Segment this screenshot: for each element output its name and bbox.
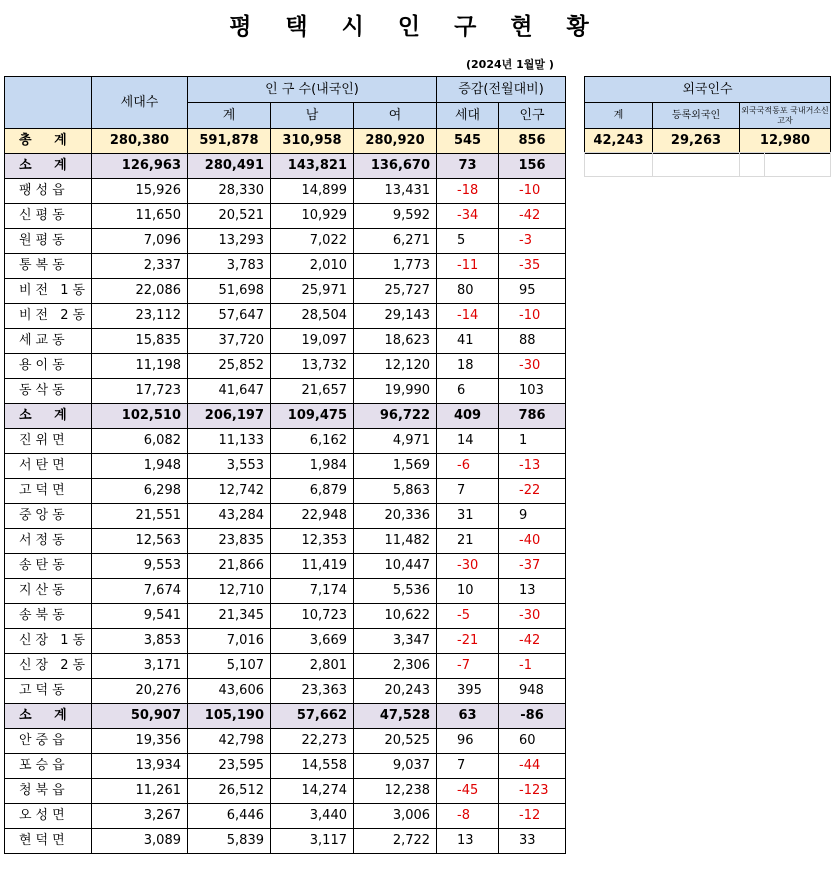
cell-female: 96,722 — [354, 404, 437, 429]
cell-female: 25,727 — [354, 279, 437, 304]
cell-ch-population: 948 — [499, 679, 566, 704]
cell-male: 22,273 — [271, 729, 354, 754]
cell-ch-population: -10 — [499, 179, 566, 204]
table-row — [5, 179, 566, 204]
cell-male: 1,984 — [271, 454, 354, 479]
cell-female: 10,447 — [354, 554, 437, 579]
cell-female: 47,528 — [354, 704, 437, 729]
subtotal-row — [5, 154, 566, 179]
foreign-header-row-1 — [585, 77, 831, 103]
cell-ch-population: 88 — [499, 329, 566, 354]
table-row — [5, 279, 566, 304]
cell-ch-households: 14 — [437, 429, 499, 454]
cell-ch-households: 6 — [437, 379, 499, 404]
cell-female: 3,006 — [354, 804, 437, 829]
cell-ch-population: -1 — [499, 654, 566, 679]
region-name: 포승읍 — [5, 754, 92, 779]
table-row — [5, 629, 566, 654]
cell-ch-population: 9 — [499, 504, 566, 529]
cell-female: 5,863 — [354, 479, 437, 504]
cell-total: 21,866 — [188, 554, 271, 579]
cell-ch-population: -86 — [499, 704, 566, 729]
region-name: 현덕면 — [5, 829, 92, 854]
region-name: 안중읍 — [5, 729, 92, 754]
region-rows — [5, 154, 566, 854]
cell-ch-households: -7 — [437, 654, 499, 679]
empty-cell — [740, 153, 765, 177]
cell-male: 11,419 — [271, 554, 354, 579]
cell-ch-households: 63 — [437, 704, 499, 729]
cell-total: 57,647 — [188, 304, 271, 329]
header-households: 세대수 — [92, 77, 188, 129]
cell-female: 10,622 — [354, 604, 437, 629]
cell-male: 3,440 — [271, 804, 354, 829]
cell-total: 41,647 — [188, 379, 271, 404]
cell-total: 11,133 — [188, 429, 271, 454]
cell-ch-households: -11 — [437, 254, 499, 279]
header-pop-total: 계 — [188, 103, 271, 129]
header-region — [5, 77, 92, 129]
cell-total: 7,016 — [188, 629, 271, 654]
foreign-empty-grid — [584, 152, 831, 177]
region-name: 고덕동 — [5, 679, 92, 704]
cell-total: 5,107 — [188, 654, 271, 679]
table-row — [5, 529, 566, 554]
cell-ch-households: -6 — [437, 454, 499, 479]
region-name: 신장 2동 — [5, 654, 92, 679]
cell-households: 15,835 — [92, 329, 188, 354]
cell-total: 20,521 — [188, 204, 271, 229]
table-row — [5, 204, 566, 229]
cell-female: 12,238 — [354, 779, 437, 804]
empty-cell — [585, 153, 653, 177]
cell-total: 3,553 — [188, 454, 271, 479]
table-row — [5, 829, 566, 854]
cell-male: 10,929 — [271, 204, 354, 229]
cell-households: 3,171 — [92, 654, 188, 679]
cell-ch-households: -5 — [437, 604, 499, 629]
cell-households: 6,298 — [92, 479, 188, 504]
cell-households: 19,356 — [92, 729, 188, 754]
grand-total-population: 591,878 — [188, 129, 271, 154]
cell-female: 20,525 — [354, 729, 437, 754]
cell-households: 13,934 — [92, 754, 188, 779]
cell-total: 26,512 — [188, 779, 271, 804]
cell-households: 1,948 — [92, 454, 188, 479]
table-row — [5, 554, 566, 579]
cell-female: 2,306 — [354, 654, 437, 679]
cell-ch-population: -3 — [499, 229, 566, 254]
cell-male: 3,669 — [271, 629, 354, 654]
table-row — [5, 779, 566, 804]
table-row — [5, 454, 566, 479]
table-row — [5, 429, 566, 454]
cell-male: 14,274 — [271, 779, 354, 804]
cell-ch-population: 13 — [499, 579, 566, 604]
cell-households: 23,112 — [92, 304, 188, 329]
cell-households: 102,510 — [92, 404, 188, 429]
cell-female: 29,143 — [354, 304, 437, 329]
cell-ch-households: -45 — [437, 779, 499, 804]
region-name: 신장 1동 — [5, 629, 92, 654]
cell-ch-households: 409 — [437, 404, 499, 429]
empty-cell — [765, 153, 831, 177]
cell-ch-households: -18 — [437, 179, 499, 204]
cell-households: 17,723 — [92, 379, 188, 404]
cell-total: 51,698 — [188, 279, 271, 304]
foreign-header-row-2 — [585, 103, 831, 129]
cell-ch-households: 395 — [437, 679, 499, 704]
cell-total: 25,852 — [188, 354, 271, 379]
cell-male: 12,353 — [271, 529, 354, 554]
subtotal-label: 소 계 — [5, 704, 92, 729]
table-row — [5, 479, 566, 504]
as-of-date: (2024년 1월말 ) — [466, 58, 554, 71]
cell-male: 3,117 — [271, 829, 354, 854]
region-name: 팽성읍 — [5, 179, 92, 204]
cell-ch-population: 786 — [499, 404, 566, 429]
cell-households: 22,086 — [92, 279, 188, 304]
cell-households: 7,096 — [92, 229, 188, 254]
region-name: 송탄동 — [5, 554, 92, 579]
cell-ch-population: -13 — [499, 454, 566, 479]
cell-households: 9,553 — [92, 554, 188, 579]
cell-male: 6,879 — [271, 479, 354, 504]
cell-ch-households: 13 — [437, 829, 499, 854]
cell-ch-population: 1 — [499, 429, 566, 454]
cell-total: 23,835 — [188, 529, 271, 554]
cell-female: 19,990 — [354, 379, 437, 404]
cell-ch-population: -10 — [499, 304, 566, 329]
cell-households: 15,926 — [92, 179, 188, 204]
subtotal-label: 소 계 — [5, 154, 92, 179]
table-row — [5, 379, 566, 404]
cell-households: 9,541 — [92, 604, 188, 629]
cell-female: 5,536 — [354, 579, 437, 604]
table-row — [5, 304, 566, 329]
cell-ch-households: 96 — [437, 729, 499, 754]
cell-households: 12,563 — [92, 529, 188, 554]
cell-total: 43,606 — [188, 679, 271, 704]
cell-female: 2,722 — [354, 829, 437, 854]
cell-female: 1,773 — [354, 254, 437, 279]
cell-male: 2,010 — [271, 254, 354, 279]
cell-female: 12,120 — [354, 354, 437, 379]
grand-total-label: 총 계 — [5, 129, 92, 154]
cell-female: 18,623 — [354, 329, 437, 354]
cell-male: 10,723 — [271, 604, 354, 629]
header-row-1 — [5, 77, 566, 103]
cell-ch-households: -8 — [437, 804, 499, 829]
grand-total-male: 310,958 — [271, 129, 354, 154]
cell-households: 21,551 — [92, 504, 188, 529]
cell-female: 9,592 — [354, 204, 437, 229]
cell-ch-households: 73 — [437, 154, 499, 179]
grand-total-row — [5, 129, 566, 154]
grand-total-female: 280,920 — [354, 129, 437, 154]
cell-male: 21,657 — [271, 379, 354, 404]
cell-households: 126,963 — [92, 154, 188, 179]
cell-ch-households: 7 — [437, 754, 499, 779]
cell-total: 6,446 — [188, 804, 271, 829]
foreign-table — [584, 76, 831, 154]
table-row — [5, 329, 566, 354]
cell-households: 3,267 — [92, 804, 188, 829]
cell-total: 21,345 — [188, 604, 271, 629]
cell-ch-population: -30 — [499, 354, 566, 379]
table-row — [5, 804, 566, 829]
region-name: 신평동 — [5, 204, 92, 229]
cell-male: 28,504 — [271, 304, 354, 329]
cell-ch-population: -40 — [499, 529, 566, 554]
table-row — [5, 229, 566, 254]
region-name: 통복동 — [5, 254, 92, 279]
cell-female: 6,271 — [354, 229, 437, 254]
cell-ch-households: -21 — [437, 629, 499, 654]
cell-ch-households: 41 — [437, 329, 499, 354]
foreign-overseas: 12,980 — [740, 129, 831, 154]
region-name: 원평동 — [5, 229, 92, 254]
cell-households: 11,198 — [92, 354, 188, 379]
region-name: 서정동 — [5, 529, 92, 554]
region-name: 비전 1동 — [5, 279, 92, 304]
cell-households: 6,082 — [92, 429, 188, 454]
cell-ch-population: 156 — [499, 154, 566, 179]
cell-ch-population: -30 — [499, 604, 566, 629]
foreign-total: 42,243 — [585, 129, 653, 154]
cell-ch-households: 5 — [437, 229, 499, 254]
cell-ch-households: 80 — [437, 279, 499, 304]
header-change-households: 세대 — [437, 103, 499, 129]
cell-male: 109,475 — [271, 404, 354, 429]
cell-total: 12,742 — [188, 479, 271, 504]
cell-female: 13,431 — [354, 179, 437, 204]
subtotal-row — [5, 704, 566, 729]
table-row — [5, 254, 566, 279]
cell-female: 20,336 — [354, 504, 437, 529]
cell-total: 43,284 — [188, 504, 271, 529]
cell-male: 7,022 — [271, 229, 354, 254]
cell-male: 143,821 — [271, 154, 354, 179]
header-foreign-overseas: 외국국적동포 국내거소신고자 — [740, 103, 831, 129]
cell-ch-population: -44 — [499, 754, 566, 779]
cell-ch-households: -30 — [437, 554, 499, 579]
cell-households: 11,261 — [92, 779, 188, 804]
cell-total: 5,839 — [188, 829, 271, 854]
header-pop-female: 여 — [354, 103, 437, 129]
cell-ch-population: 95 — [499, 279, 566, 304]
cell-male: 57,662 — [271, 704, 354, 729]
subtotal-label: 소 계 — [5, 404, 92, 429]
header-change-population: 인구 — [499, 103, 566, 129]
cell-ch-population: -42 — [499, 629, 566, 654]
cell-female: 136,670 — [354, 154, 437, 179]
cell-total: 3,783 — [188, 254, 271, 279]
cell-male: 14,899 — [271, 179, 354, 204]
cell-ch-population: -42 — [499, 204, 566, 229]
cell-ch-population: 60 — [499, 729, 566, 754]
cell-female: 3,347 — [354, 629, 437, 654]
cell-male: 13,732 — [271, 354, 354, 379]
table-row — [5, 679, 566, 704]
cell-ch-population: 33 — [499, 829, 566, 854]
cell-ch-population: -35 — [499, 254, 566, 279]
cell-households: 11,650 — [92, 204, 188, 229]
table-row — [5, 604, 566, 629]
subtotal-row — [5, 404, 566, 429]
header-pop-male: 남 — [271, 103, 354, 129]
region-name: 오성면 — [5, 804, 92, 829]
cell-total: 42,798 — [188, 729, 271, 754]
header-foreign: 외국인수 — [585, 77, 831, 103]
region-name: 서탄면 — [5, 454, 92, 479]
cell-male: 6,162 — [271, 429, 354, 454]
cell-ch-population: -37 — [499, 554, 566, 579]
table-row — [5, 579, 566, 604]
cell-female: 11,482 — [354, 529, 437, 554]
cell-female: 1,569 — [354, 454, 437, 479]
cell-ch-households: 31 — [437, 504, 499, 529]
region-name: 고덕면 — [5, 479, 92, 504]
header-change: 증감(전월대비) — [437, 77, 566, 103]
header-population: 인 구 수(내국인) — [188, 77, 437, 103]
region-name: 용이동 — [5, 354, 92, 379]
cell-ch-households: -14 — [437, 304, 499, 329]
cell-ch-households: 7 — [437, 479, 499, 504]
empty-cell — [653, 153, 740, 177]
cell-ch-households: -34 — [437, 204, 499, 229]
cell-households: 3,089 — [92, 829, 188, 854]
region-name: 지산동 — [5, 579, 92, 604]
header-foreign-total: 계 — [585, 103, 653, 129]
cell-total: 28,330 — [188, 179, 271, 204]
cell-households: 7,674 — [92, 579, 188, 604]
cell-male: 14,558 — [271, 754, 354, 779]
cell-ch-population: -12 — [499, 804, 566, 829]
empty-grid-row — [585, 153, 831, 177]
cell-ch-households: 10 — [437, 579, 499, 604]
cell-female: 20,243 — [354, 679, 437, 704]
cell-male: 22,948 — [271, 504, 354, 529]
cell-male: 19,097 — [271, 329, 354, 354]
region-name: 세교동 — [5, 329, 92, 354]
cell-total: 37,720 — [188, 329, 271, 354]
cell-ch-population: -123 — [499, 779, 566, 804]
cell-female: 9,037 — [354, 754, 437, 779]
region-name: 중앙동 — [5, 504, 92, 529]
grand-total-households: 280,380 — [92, 129, 188, 154]
table-row — [5, 354, 566, 379]
table-row — [5, 654, 566, 679]
cell-total: 12,710 — [188, 579, 271, 604]
cell-ch-households: 21 — [437, 529, 499, 554]
region-name: 동삭동 — [5, 379, 92, 404]
grand-total-change-population: 856 — [499, 129, 566, 154]
cell-total: 105,190 — [188, 704, 271, 729]
cell-male: 7,174 — [271, 579, 354, 604]
cell-total: 23,595 — [188, 754, 271, 779]
cell-male: 2,801 — [271, 654, 354, 679]
cell-households: 20,276 — [92, 679, 188, 704]
foreign-total-row — [585, 129, 831, 154]
cell-ch-households: 18 — [437, 354, 499, 379]
table-row — [5, 754, 566, 779]
cell-households: 50,907 — [92, 704, 188, 729]
header-foreign-registered: 등록외국인 — [653, 103, 740, 129]
foreign-registered: 29,263 — [653, 129, 740, 154]
table-row — [5, 504, 566, 529]
cell-total: 206,197 — [188, 404, 271, 429]
cell-total: 280,491 — [188, 154, 271, 179]
cell-ch-population: -22 — [499, 479, 566, 504]
cell-ch-population: 103 — [499, 379, 566, 404]
cell-female: 4,971 — [354, 429, 437, 454]
cell-male: 25,971 — [271, 279, 354, 304]
page-title: 평 택 시 인 구 현 황 — [229, 14, 602, 40]
region-name: 송북동 — [5, 604, 92, 629]
region-name: 진위면 — [5, 429, 92, 454]
table-row — [5, 729, 566, 754]
cell-households: 3,853 — [92, 629, 188, 654]
region-name: 청북읍 — [5, 779, 92, 804]
cell-households: 2,337 — [92, 254, 188, 279]
cell-male: 23,363 — [271, 679, 354, 704]
region-name: 비전 2동 — [5, 304, 92, 329]
cell-total: 13,293 — [188, 229, 271, 254]
population-table — [4, 76, 566, 854]
grand-total-change-households: 545 — [437, 129, 499, 154]
